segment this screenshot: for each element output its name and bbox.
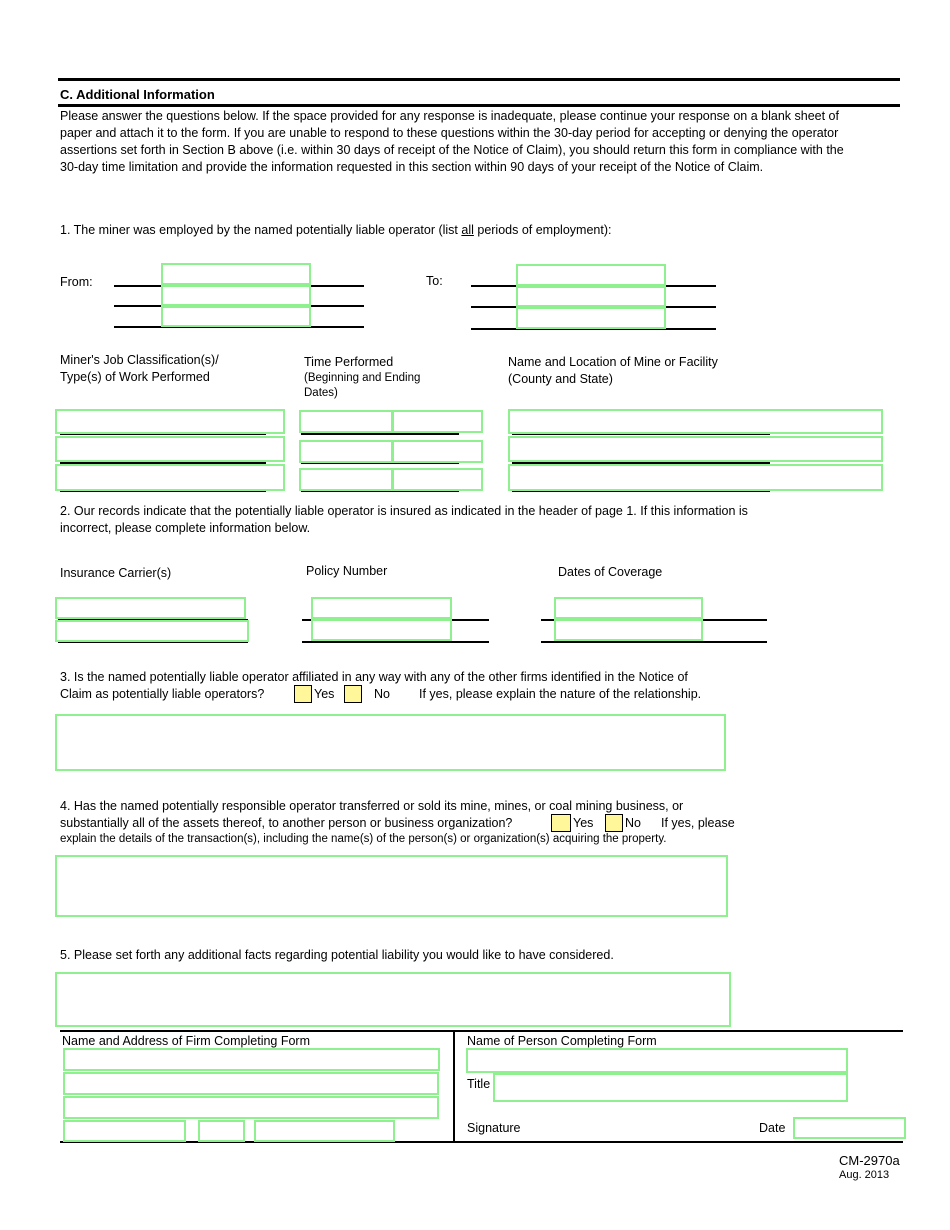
q5-additional-facts-field[interactable] bbox=[55, 972, 731, 1027]
q1-text: 1. The miner was employed by the named potentially liable operator (list all periods of employment): bbox=[60, 223, 612, 237]
q3-answer-row: Claim as potentially liable operators? Yes No If yes, please explain the nature of the relationship. bbox=[60, 687, 702, 701]
mine-field-2[interactable] bbox=[508, 436, 883, 462]
from-label: From: bbox=[60, 275, 93, 289]
policy-field-2[interactable] bbox=[311, 619, 452, 641]
q3-yes-label: Yes bbox=[314, 687, 335, 701]
job-field-1[interactable] bbox=[55, 409, 285, 434]
carrier-label: Insurance Carrier(s) bbox=[60, 566, 172, 580]
form-date: Aug. 2013 bbox=[839, 1169, 890, 1181]
title-field[interactable] bbox=[493, 1073, 848, 1102]
job-field-3[interactable] bbox=[55, 464, 285, 491]
col-job-header: Miner's Job Classification(s)/ Type(s) of Work Performed bbox=[60, 353, 219, 384]
q3-explanation-field[interactable] bbox=[55, 714, 726, 771]
q5-text: 5. Please set forth any additional facts regarding potential liability you would like to have considered. bbox=[60, 948, 614, 962]
q4-explanation-field[interactable] bbox=[55, 855, 728, 917]
time-end-field-2[interactable] bbox=[392, 440, 483, 463]
to-label: To: bbox=[426, 274, 443, 288]
col-mine-header: Name and Location of Mine or Facility (County and State) bbox=[508, 355, 718, 386]
footer-divider bbox=[453, 1030, 455, 1143]
to-date-field-1[interactable] bbox=[516, 264, 666, 286]
footer-bottom-rule bbox=[60, 1141, 903, 1143]
mine-field-3[interactable] bbox=[508, 464, 883, 491]
firm-state-field[interactable] bbox=[198, 1120, 245, 1142]
policy-field-1[interactable] bbox=[311, 597, 452, 619]
section-top-rule bbox=[58, 78, 900, 81]
person-label: Name of Person Completing Form bbox=[467, 1034, 657, 1048]
q3-text: 3. Is the named potentially liable operator affiliated in any way with any of the other firms identified in the Notice of Claim as potentially liable operators? Yes No If yes, please explain the nature of the relationship. bbox=[60, 669, 820, 703]
mine-field-1[interactable] bbox=[508, 409, 883, 434]
from-date-field-1[interactable] bbox=[161, 263, 311, 285]
person-name-field[interactable] bbox=[466, 1048, 848, 1073]
q4-answer-row: substantially all of the assets thereof, to another person or business organization? Yes No If yes, please bbox=[60, 816, 735, 830]
time-begin-field-2[interactable] bbox=[299, 440, 393, 463]
coverage-field-1[interactable] bbox=[554, 597, 703, 619]
firm-name-field[interactable] bbox=[63, 1048, 440, 1071]
time-begin-field-1[interactable] bbox=[299, 410, 393, 433]
date-field[interactable] bbox=[793, 1117, 906, 1139]
firm-zip-field[interactable] bbox=[254, 1120, 395, 1142]
firm-address-field-2[interactable] bbox=[63, 1096, 439, 1119]
q4-text: 4. Has the named potentially responsible operator transferred or sold its mine, mines, or coal mining business, or substantially all of the assets thereof, to another person or business organization? Yes No If yes, please explain the details of the transaction(s), including the name(s) of the person(s) or organization(s) acquiring the property. bbox=[60, 798, 820, 847]
firm-city-field[interactable] bbox=[63, 1120, 186, 1142]
q4-explain: If yes, please bbox=[661, 816, 735, 830]
q2-text: 2. Our records indicate that the potentially liable operator is insured as indicated in the header of page 1. If this information is incorrect, please complete information below. bbox=[60, 504, 748, 535]
intro-line: assertions set forth in Section B above (i.e. within 30 days of receipt of the Notice of Claim), you should return this form in compliance with the bbox=[60, 143, 844, 157]
intro-line: paper and attach it to the form. If you are unable to respond to these questions within the 30-day period for accepting or denying the operator bbox=[60, 126, 839, 140]
firm-label: Name and Address of Firm Completing Form bbox=[62, 1034, 311, 1048]
section-title: C. Additional Information bbox=[60, 87, 215, 102]
firm-address-field-1[interactable] bbox=[63, 1072, 439, 1095]
time-begin-field-3[interactable] bbox=[299, 468, 393, 491]
dates-label: Dates of Coverage bbox=[558, 565, 663, 579]
date-label: Date bbox=[759, 1121, 786, 1135]
section-title-rule bbox=[58, 104, 900, 107]
title-label: Title bbox=[467, 1077, 491, 1091]
carrier-field-2[interactable] bbox=[55, 620, 249, 642]
dates-line bbox=[541, 641, 767, 643]
from-date-field-3[interactable] bbox=[161, 306, 311, 327]
q4-no-checkbox[interactable] bbox=[605, 814, 623, 832]
col-time-header: Time Performed (Beginning and Ending Dates) bbox=[304, 355, 421, 399]
intro-line: 30-day time limitation and provide the information requested in this section within 90 days of your receipt of the Notice of Claim. bbox=[60, 160, 764, 174]
to-date-field-3[interactable] bbox=[516, 307, 666, 329]
q3-no-label: No bbox=[374, 687, 390, 701]
time-line bbox=[301, 433, 459, 435]
coverage-field-2[interactable] bbox=[554, 619, 703, 641]
to-date-field-2[interactable] bbox=[516, 286, 666, 307]
footer-top-rule bbox=[60, 1030, 903, 1032]
time-end-field-1[interactable] bbox=[392, 410, 483, 433]
q1-emphasis: all bbox=[461, 223, 474, 237]
job-field-2[interactable] bbox=[55, 436, 285, 462]
policy-label: Policy Number bbox=[306, 564, 388, 578]
from-date-field-2[interactable] bbox=[161, 285, 311, 306]
q4-yes-label: Yes bbox=[573, 816, 594, 830]
policy-line bbox=[302, 641, 489, 643]
q4-yes-checkbox[interactable] bbox=[551, 814, 571, 832]
signature-label: Signature bbox=[467, 1121, 521, 1135]
q4-no-label: No bbox=[625, 816, 641, 830]
carrier-field-1[interactable] bbox=[55, 597, 246, 619]
time-end-field-3[interactable] bbox=[392, 468, 483, 491]
form-number: CM-2970a bbox=[839, 1153, 900, 1168]
section-intro bbox=[60, 108, 905, 176]
q3-no-checkbox[interactable] bbox=[344, 685, 362, 703]
intro-line: Please answer the questions below. If the space provided for any response is inadequate, please continue your response on a blank sheet of bbox=[60, 109, 839, 123]
q3-explain: If yes, please explain the nature of the relationship. bbox=[419, 687, 702, 701]
q3-yes-checkbox[interactable] bbox=[294, 685, 312, 703]
